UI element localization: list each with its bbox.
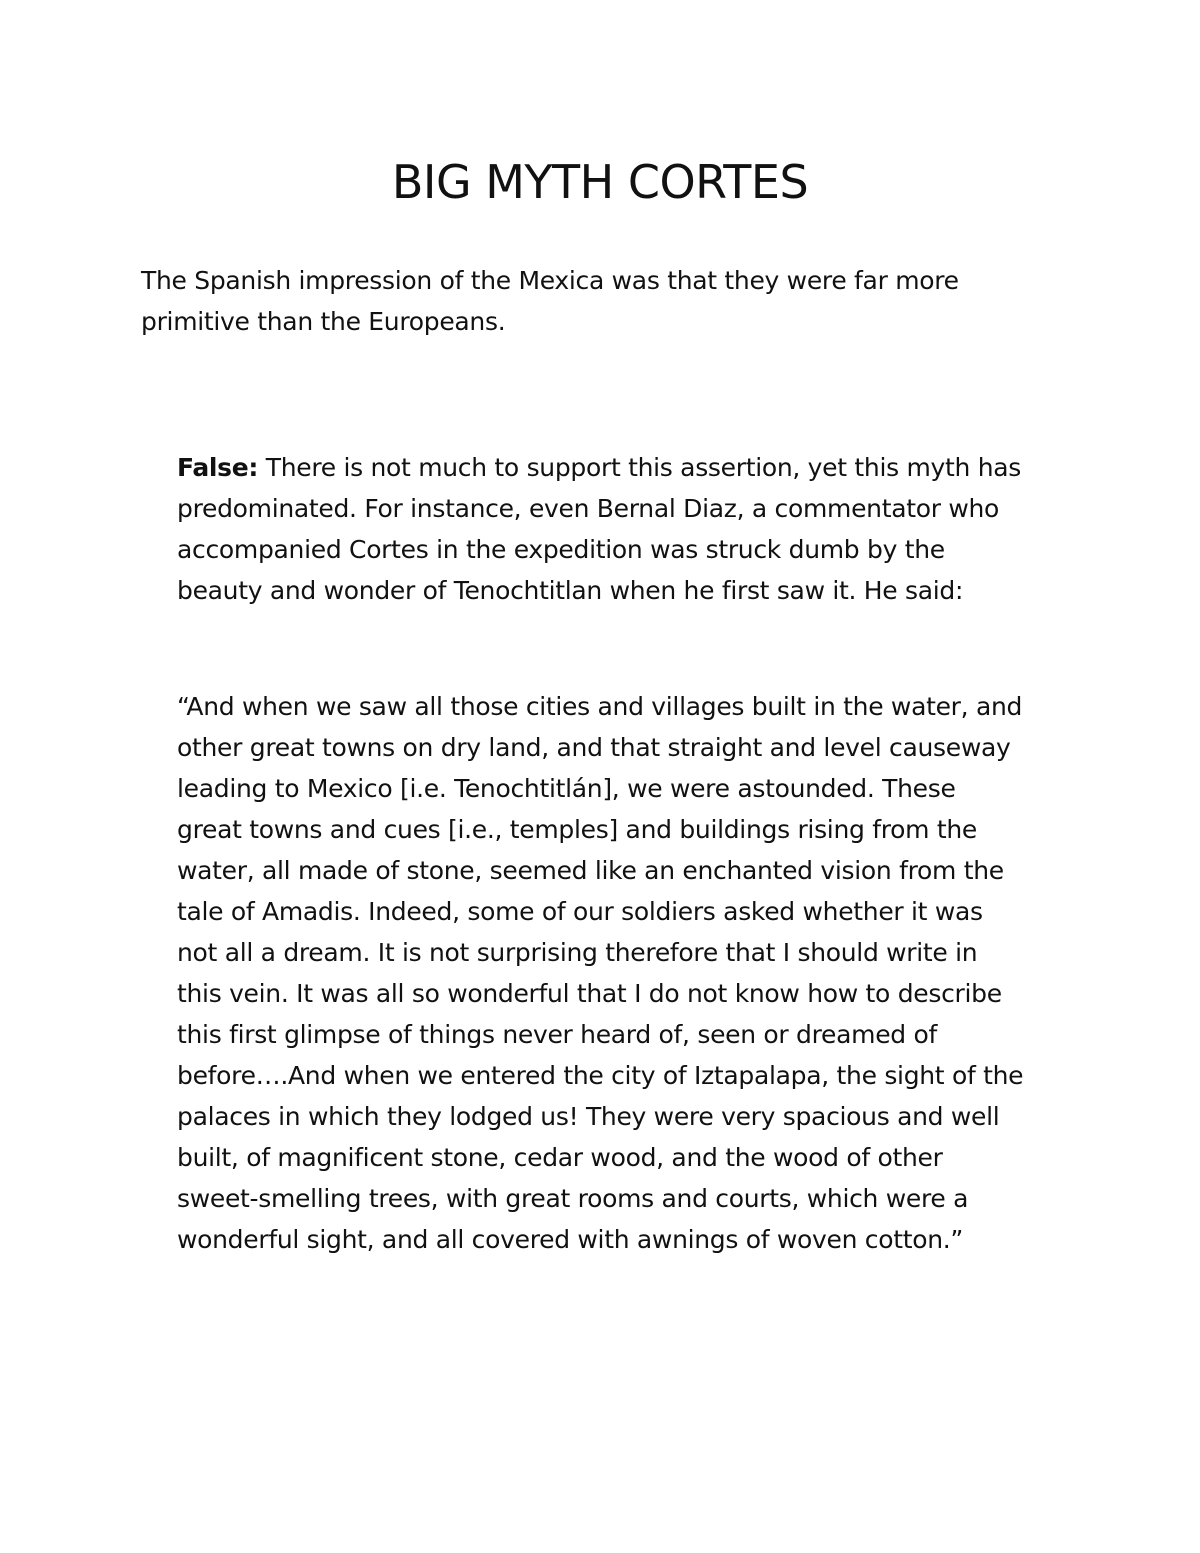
quote-line: great towns and cues [i.e., temples] and buildings rising from the <box>177 815 977 844</box>
verdict-paragraph <box>177 447 1067 611</box>
quote-line: leading to Mexico [i.e. Tenochtitlán], we were astounded. These <box>177 774 956 803</box>
quote-line: this first glimpse of things never heard of, seen or dreamed of <box>177 1020 937 1049</box>
quote-line: palaces in which they lodged us! They were very spacious and well <box>177 1102 1000 1131</box>
quote-line: before….And when we entered the city of Iztapalapa, the sight of the <box>177 1061 1024 1090</box>
document-title: BIG MYTH CORTES <box>391 155 809 209</box>
myth-claim <box>141 260 1041 342</box>
verdict-line: accompanied Cortes in the expedition was struck dumb by the <box>177 535 945 564</box>
quote-line: sweet-smelling trees, with great rooms and courts, which were a <box>177 1184 969 1213</box>
verdict-text: There is not much to support this assertion, yet this myth has <box>258 453 1022 482</box>
verdict-line: predominated. For instance, even Bernal Diaz, a commentator who <box>177 494 1000 523</box>
quote-line: this vein. It was all so wonderful that I do not know how to describe <box>177 979 1002 1008</box>
claim-line: The Spanish impression of the Mexica was that they were far more <box>141 266 959 295</box>
quote-line: water, all made of stone, seemed like an enchanted vision from the <box>177 856 1004 885</box>
quote-line: wonderful sight, and all covered with awnings of woven cotton.” <box>177 1225 964 1254</box>
verdict-label: False: <box>177 453 259 482</box>
claim-line: primitive than the Europeans. <box>141 307 506 336</box>
quote-line: tale of Amadis. Indeed, some of our soldiers asked whether it was <box>177 897 983 926</box>
verdict-line <box>177 447 1067 488</box>
quote-line: “And when we saw all those cities and villages built in the water, and <box>177 692 1023 721</box>
quote-line: not all a dream. It is not surprising therefore that I should write in <box>177 938 978 967</box>
verdict-line: beauty and wonder of Tenochtitlan when he first saw it. He said: <box>177 576 964 605</box>
quote-line: other great towns on dry land, and that straight and level causeway <box>177 733 1011 762</box>
quote-line: built, of magnificent stone, cedar wood, and the wood of other <box>177 1143 943 1172</box>
diaz-quote <box>177 686 1077 1260</box>
